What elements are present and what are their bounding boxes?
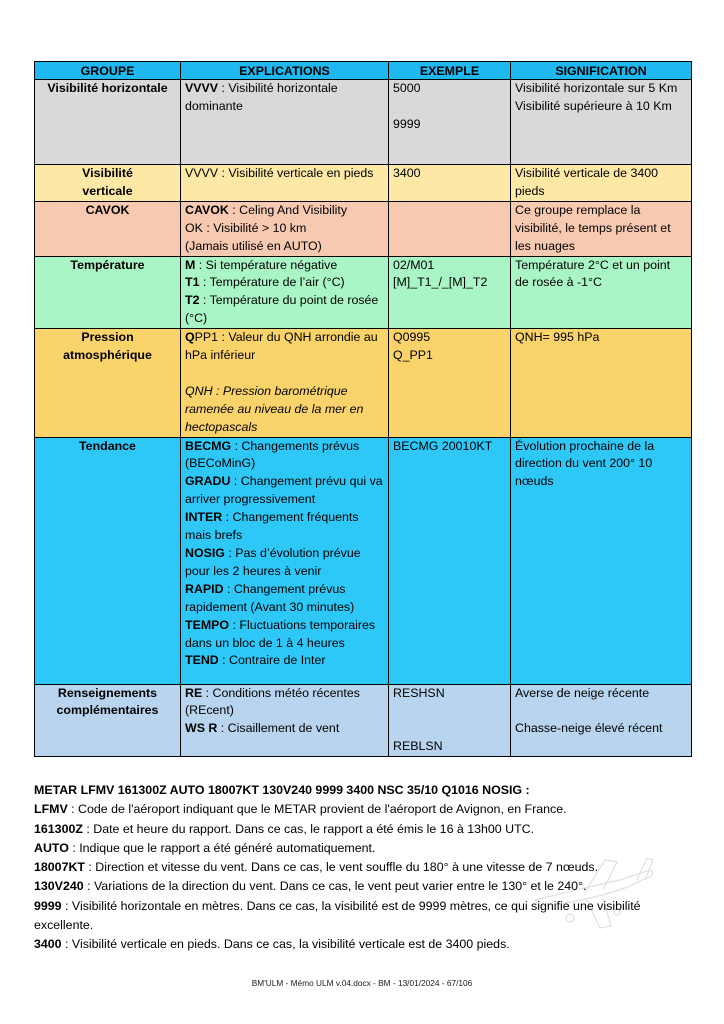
signification-text: Évolution prochaine de la direction du vent 200° 10 nœuds xyxy=(515,438,655,489)
explication-text: (Jamais utilisé en AUTO) xyxy=(185,238,322,253)
signification-text: Visibilité horizontale sur 5 Km xyxy=(515,81,678,95)
explication-text: : Conditions météo récentes (REcent) xyxy=(185,685,360,718)
explication-text: : Cisaillement de vent xyxy=(217,721,340,736)
exemple-cell xyxy=(389,437,511,684)
explication-text: : Changement prévu qui va arriver progressivement xyxy=(185,474,383,507)
exemple-value: [M]_T1_/_[M]_T2 xyxy=(393,275,488,290)
explanation-text: : Direction et vitesse du vent. Dans ce cas, le vent souffle du 180° à une vitesse de 7 nœuds. xyxy=(84,860,599,875)
explication-text: OK : Visibilité > 10 km xyxy=(185,220,307,235)
spacer xyxy=(393,98,506,116)
exemple-value: 02/M01 xyxy=(393,257,435,272)
table-header-row xyxy=(35,62,692,80)
spacer xyxy=(393,720,506,738)
explications-cell xyxy=(181,329,389,437)
explanation-text: : Visibilité verticale en pieds. Dans ce cas, la visibilité verticale est de 3400 pieds. xyxy=(61,937,510,952)
code-label: NOSIG xyxy=(185,546,225,561)
explication-text: : Pas d’évolution prévue pour les 2 heures à venir xyxy=(185,546,361,578)
explication-line xyxy=(185,202,384,220)
code-label: AUTO xyxy=(34,840,69,855)
explication-line xyxy=(185,720,384,738)
explanation-item xyxy=(34,800,700,819)
exemple-cell xyxy=(389,80,511,165)
header-explications: EXPLICATIONS xyxy=(181,62,389,80)
row-visibilite-verticale xyxy=(35,165,692,202)
exemple-value: Q_PP1 xyxy=(393,348,433,363)
metar-groups-table xyxy=(34,61,692,757)
code-label: TEMPO xyxy=(185,617,230,632)
group-cell xyxy=(35,684,181,757)
code-label: RE xyxy=(185,685,203,700)
explication-text: : Si température négative xyxy=(195,257,338,272)
exemple-value: Q0995 xyxy=(393,330,431,345)
code-label: RAPID xyxy=(185,581,224,596)
exemple-cell xyxy=(389,329,511,437)
code-label: Q xyxy=(185,330,195,345)
code-label: CAVOK xyxy=(185,202,229,217)
explications-cell xyxy=(181,201,389,256)
signification-text: Chasse-neige élevé récent xyxy=(515,721,663,736)
group-label: complémentaires xyxy=(56,703,159,718)
exemple-cell xyxy=(389,256,511,329)
explication-text: : Changements prévus (BECoMinG) xyxy=(185,438,360,471)
group-label: Pression xyxy=(81,330,134,345)
explication-text: : Changement fréquents mais brefs xyxy=(185,510,359,543)
code-label: LFMV xyxy=(34,802,68,817)
code-label: 161300Z xyxy=(34,821,83,836)
group-label: CAVOK xyxy=(85,202,130,217)
explications-cell xyxy=(181,165,389,202)
exemple-cell xyxy=(389,165,511,202)
group-cell xyxy=(35,256,181,329)
group-cell xyxy=(35,437,181,684)
header-groupe: GROUPE xyxy=(35,62,181,80)
signification-text: Averse de neige récente xyxy=(515,685,650,700)
header-exemple: EXEMPLE xyxy=(389,62,511,80)
explications-cell xyxy=(181,437,389,684)
row-tendance xyxy=(35,437,692,684)
explication-text: : Changement prévus rapidement (Avant 30 minutes) xyxy=(185,581,355,614)
explications-cell xyxy=(181,256,389,329)
signification-cell xyxy=(511,437,692,684)
explication-text: : Celing And Visibility xyxy=(228,202,348,217)
aircraft-watermark-icon xyxy=(525,840,665,940)
explication-line xyxy=(185,329,384,365)
qnh-note: QNH : Pression barométrique ramenée au niveau de la mer en hectopascals xyxy=(185,383,364,434)
explication-line xyxy=(185,545,384,581)
spacer xyxy=(185,365,384,383)
explication-line xyxy=(185,257,384,275)
signification-text: Température 2°C et un point de rosée à -1°C xyxy=(515,257,671,290)
exemple-value: REBLSN xyxy=(393,739,443,754)
code-label: T2 xyxy=(185,293,200,308)
explication-line xyxy=(185,685,384,721)
explication-line xyxy=(185,509,384,545)
group-cell xyxy=(35,201,181,256)
explication-text: : Visibilité horizontale dominante xyxy=(185,81,338,113)
signification-text: Ce groupe remplace la visibilité, le temps présent et les nuages xyxy=(515,202,671,253)
exemple-value: 5000 xyxy=(393,81,421,95)
group-label: Visibilité horizontale xyxy=(47,81,168,95)
explication-text: : Température de l’air (°C) xyxy=(199,275,345,290)
explication-line xyxy=(185,438,384,474)
explanation-item xyxy=(34,820,700,839)
spacer xyxy=(515,702,687,720)
code-label: T1 xyxy=(185,275,200,290)
code-label: 9999 xyxy=(34,898,62,913)
signification-cell xyxy=(511,201,692,256)
explication-text: VVVV : Visibilité verticale en pieds xyxy=(185,166,374,180)
signification-cell xyxy=(511,329,692,437)
signification-cell xyxy=(511,684,692,757)
group-cell xyxy=(35,329,181,437)
explanation-text: : Code de l'aéroport indiquant que le METAR provient de l'aéroport de Avignon, en France. xyxy=(67,802,567,817)
code-label: 18007KT xyxy=(34,860,85,875)
spacer xyxy=(393,702,506,720)
explication-line xyxy=(185,617,384,653)
group-label: atmosphérique xyxy=(63,348,152,363)
code-label: VVVV xyxy=(185,81,219,95)
exemple-cell xyxy=(389,684,511,757)
exemple-value: BECMG 20010KT xyxy=(393,438,493,453)
explanation-text: : Indique que le rapport a été généré automatiquement. xyxy=(68,840,376,855)
group-cell xyxy=(35,80,181,165)
row-temperature xyxy=(35,256,692,329)
group-label: Température xyxy=(70,257,145,272)
signification-cell xyxy=(511,165,692,202)
row-pression-atmospherique xyxy=(35,329,692,437)
explication-line xyxy=(185,473,384,509)
code-label: BECMG xyxy=(185,438,232,453)
row-cavok xyxy=(35,201,692,256)
row-renseignements-complementaires xyxy=(35,684,692,757)
code-label: 3400 xyxy=(34,937,62,952)
explications-cell xyxy=(181,684,389,757)
explication-line xyxy=(185,274,384,292)
signification-text: QNH= 995 hPa xyxy=(515,330,600,345)
group-label: Visibilité xyxy=(82,166,133,180)
signification-text: Visibilité verticale de 3400 pieds xyxy=(515,166,659,198)
explanation-text: : Date et heure du rapport. Dans ce cas, le rapport a été émis le 16 à 13h00 UTC. xyxy=(82,821,535,836)
group-label: Tendance xyxy=(79,438,136,453)
explication-line xyxy=(185,292,384,328)
code-label: INTER xyxy=(185,510,223,525)
group-label: Renseignements xyxy=(57,685,158,700)
explication-text: : Température du point de rosée (°C) xyxy=(185,293,379,326)
explication-line xyxy=(185,581,384,617)
explication-text: : Fluctuations temporaires dans un bloc de 1 à 4 heures xyxy=(185,617,376,650)
code-label: M xyxy=(185,257,196,272)
explication-line xyxy=(185,652,384,670)
signification-text: Visibilité supérieure à 10 Km xyxy=(515,98,672,113)
signification-cell xyxy=(511,256,692,329)
code-label: WS R xyxy=(185,721,218,736)
row-visibilite-horizontale xyxy=(35,80,692,165)
explication-text: : Contraire de Inter xyxy=(218,653,326,668)
explanation-text: : Visibilité horizontale en mètres. Dans ce cas, la visibilité est de 9999 mètres, ce qui signifie une visibilité excellente. xyxy=(34,898,641,933)
exemple-cell xyxy=(389,201,511,256)
metar-example-heading: METAR LFMV 161300Z AUTO 18007KT 130V240 9999 3400 NSC 35/10 Q1016 NOSIG : xyxy=(34,783,530,797)
explication-text: PP1 : Valeur du QNH arrondie au hPa inférieur xyxy=(185,330,378,363)
explanation-text: : Variations de la direction du vent. Dans ce cas, le vent peut varier entre le 130° et le 240°. xyxy=(83,879,587,894)
header-signification: SIGNIFICATION xyxy=(511,62,692,80)
exemple-value: 9999 xyxy=(393,116,421,131)
code-label: TEND xyxy=(185,653,219,668)
signification-cell xyxy=(511,80,692,165)
page-footer: BM'ULM - Mémo ULM v.04.docx - BM - 13/01/2024 - 67/106 xyxy=(251,978,473,988)
code-label: GRADU xyxy=(185,474,231,489)
exemple-value: 3400 xyxy=(393,166,421,180)
exemple-value: RESHSN xyxy=(393,685,445,700)
explications-cell xyxy=(181,80,389,165)
group-cell xyxy=(35,165,181,202)
code-label: 130V240 xyxy=(34,879,84,894)
group-label: verticale xyxy=(82,183,133,198)
